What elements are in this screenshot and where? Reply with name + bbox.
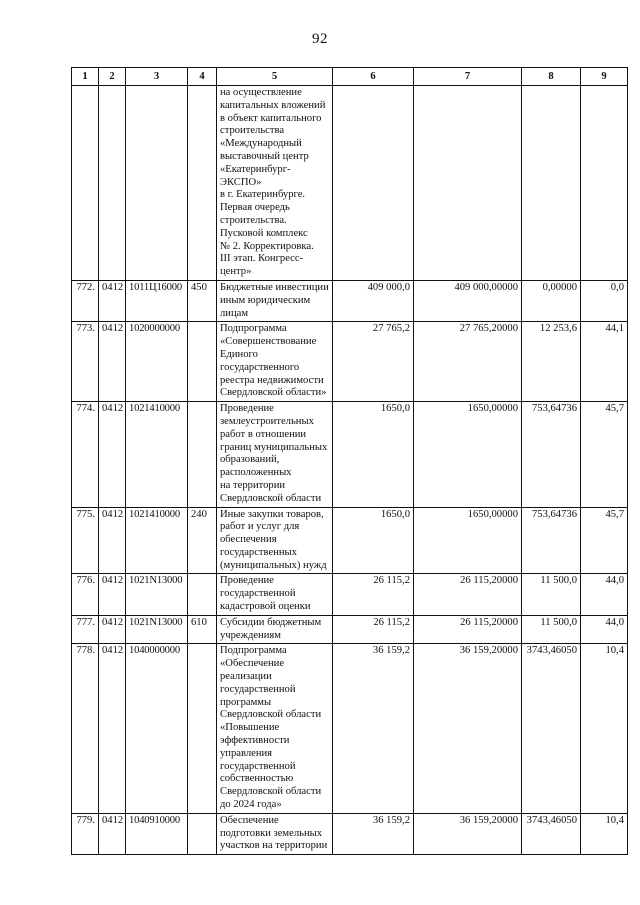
table-row [72,644,628,813]
executed-amount-cell [522,86,581,281]
approved-amount-cell: 36 159,2 [333,644,414,813]
amended-amount-cell: 36 159,20000 [414,644,522,813]
percent-cell: 10,4 [581,813,628,854]
name-cell [217,813,333,854]
name-line: Подпрограмма [220,645,287,657]
name-line: реестра недвижимости [220,374,324,386]
section-code-cell: 0412 [99,574,126,615]
executed-amount-cell: 753,64736 [522,402,581,507]
name-line: Проведение [220,403,274,415]
target-code-cell: 1021410000 [126,402,188,507]
expense-type-cell: 240 [188,507,217,574]
name-line: Свердловской области [220,492,322,504]
name-line: работ и услуг для [220,521,300,533]
section-code-cell: 0412 [99,507,126,574]
target-code-cell: 1020000000 [126,322,188,402]
executed-amount-cell: 12 253,6 [522,322,581,402]
expense-type-cell: 450 [188,280,217,321]
target-code-cell [126,86,188,281]
name-line: «Совершенствование [220,336,317,348]
table-row [72,507,628,574]
name-line: собственностью [220,773,294,785]
expense-type-cell: 610 [188,615,217,644]
table-row [72,322,628,402]
name-line: государственной [220,683,296,695]
name-line: в объект капитального [220,112,322,124]
name-line: капитальных вложений [220,99,326,111]
approved-amount-cell: 26 115,2 [333,615,414,644]
name-line: центр» [220,266,252,278]
column-header: 4 [188,68,217,86]
name-line: Иные закупки товаров, [220,508,324,520]
percent-cell: 44,1 [581,322,628,402]
name-line: ЭКСПО» [220,176,262,188]
section-code-cell: 0412 [99,644,126,813]
expense-type-cell [188,644,217,813]
approved-amount-cell: 27 765,2 [333,322,414,402]
executed-amount-cell: 11 500,0 [522,615,581,644]
table-row [72,402,628,507]
name-cell [217,322,333,402]
name-line: Пусковой комплекс [220,227,308,239]
name-line: участков на территории [220,840,328,852]
approved-amount-cell: 1650,0 [333,507,414,574]
table-body [72,86,628,855]
amended-amount-cell: 36 159,20000 [414,813,522,854]
column-header: 9 [581,68,628,86]
amended-amount-cell: 26 115,20000 [414,574,522,615]
column-header: 7 [414,68,522,86]
section-code-cell: 0412 [99,402,126,507]
executed-amount-cell: 0,00000 [522,280,581,321]
executed-amount-cell: 11 500,0 [522,574,581,615]
section-code-cell: 0412 [99,615,126,644]
target-code-cell: 1021N13000 [126,615,188,644]
target-code-cell: 1021N13000 [126,574,188,615]
name-line: Свердловской области [220,786,322,798]
percent-cell: 45,7 [581,507,628,574]
approved-amount-cell [333,86,414,281]
row-number-cell: 778. [72,644,99,813]
percent-cell: 45,7 [581,402,628,507]
expense-type-cell [188,86,217,281]
name-line: расположенных [220,467,292,479]
row-number-cell [72,86,99,281]
column-header: 5 [217,68,333,86]
name-line: Проведение [220,575,274,587]
row-number-cell: 777. [72,615,99,644]
name-line: «Повышение [220,722,280,734]
name-line: на территории [220,479,286,491]
name-line: Свердловской области» [220,387,327,399]
name-line: «Международный [220,138,302,150]
name-cell [217,574,333,615]
target-code-cell: 1040000000 [126,644,188,813]
name-line: Свердловской области [220,709,322,721]
amended-amount-cell: 409 000,00000 [414,280,522,321]
name-line: работ в отношении [220,428,307,440]
name-line: (муниципальных) нужд [220,559,327,571]
table-header-row [72,68,628,86]
name-line: программы [220,696,272,708]
name-cell [217,615,333,644]
name-line: Субсидии бюджетным [220,616,322,628]
name-line: землеустроительных [220,415,314,427]
row-number-cell: 775. [72,507,99,574]
column-header: 8 [522,68,581,86]
name-line: реализации [220,671,272,683]
column-header: 1 [72,68,99,86]
percent-cell: 44,0 [581,574,628,615]
row-number-cell: 776. [72,574,99,615]
executed-amount-cell: 753,64736 [522,507,581,574]
section-code-cell: 0412 [99,813,126,854]
name-line: на осуществление [220,87,302,98]
approved-amount-cell: 409 000,0 [333,280,414,321]
name-line: строительства [220,125,285,137]
name-line: государственной [220,588,296,600]
column-header: 3 [126,68,188,86]
target-code-cell: 1011Ц16000 [126,280,188,321]
name-cell [217,280,333,321]
name-line: государственных [220,546,297,558]
table-row [72,615,628,644]
percent-cell: 10,4 [581,644,628,813]
name-line: лицам [220,307,249,319]
name-line: Обеспечение [220,814,279,826]
row-number-cell: 773. [72,322,99,402]
target-code-cell: 1021410000 [126,507,188,574]
executed-amount-cell: 3743,46050 [522,813,581,854]
name-line: Единого [220,348,258,360]
table-row [72,574,628,615]
column-header: 2 [99,68,126,86]
column-header: 6 [333,68,414,86]
name-line: Подпрограмма [220,323,287,335]
row-number-cell: 779. [72,813,99,854]
amended-amount-cell: 26 115,20000 [414,615,522,644]
expense-type-cell [188,813,217,854]
amended-amount-cell [414,86,522,281]
amended-amount-cell: 27 765,20000 [414,322,522,402]
page-number: 92 [312,31,328,47]
name-line: государственного [220,361,300,373]
section-code-cell: 0412 [99,280,126,321]
name-line: до 2024 года» [220,799,282,811]
percent-cell: 44,0 [581,615,628,644]
name-line: строительства. [220,214,287,226]
percent-cell: 0,0 [581,280,628,321]
name-line: III этап. Конгресс- [220,253,304,265]
approved-amount-cell: 1650,0 [333,402,414,507]
name-line: государственной [220,760,296,772]
executed-amount-cell: 3743,46050 [522,644,581,813]
amended-amount-cell: 1650,00000 [414,402,522,507]
name-cell [217,507,333,574]
expense-type-cell [188,574,217,615]
section-code-cell [99,86,126,281]
table-row [72,813,628,854]
name-line: границ муниципальных [220,441,328,453]
name-line: Первая очередь [220,202,290,214]
expense-type-cell [188,402,217,507]
budget-table [71,67,628,855]
name-cell [217,402,333,507]
name-line: обеспечения [220,534,277,546]
amended-amount-cell: 1650,00000 [414,507,522,574]
name-line: иным юридическим [220,294,311,306]
name-line: «Обеспечение [220,658,285,670]
name-cell [217,644,333,813]
name-cell [217,86,333,281]
row-number-cell: 772. [72,280,99,321]
row-number-cell: 774. [72,402,99,507]
name-line: выставочный центр [220,150,309,162]
name-line: Бюджетные инвестиции [220,281,329,293]
percent-cell [581,86,628,281]
name-line: подготовки земельных [220,827,323,839]
approved-amount-cell: 36 159,2 [333,813,414,854]
approved-amount-cell: 26 115,2 [333,574,414,615]
name-line: № 2. Корректировка. [220,240,314,252]
expense-type-cell [188,322,217,402]
name-line: образований, [220,454,280,466]
table-row [72,86,628,281]
section-code-cell: 0412 [99,322,126,402]
name-line: кадастровой оценки [220,601,311,613]
name-line: эффективности [220,735,290,747]
target-code-cell: 1040910000 [126,813,188,854]
name-line: управления [220,747,273,759]
name-line: «Екатеринбург- [220,163,291,175]
name-line: учреждениям [220,629,281,641]
name-line: в г. Екатеринбурге. [220,189,306,201]
table-row [72,280,628,321]
